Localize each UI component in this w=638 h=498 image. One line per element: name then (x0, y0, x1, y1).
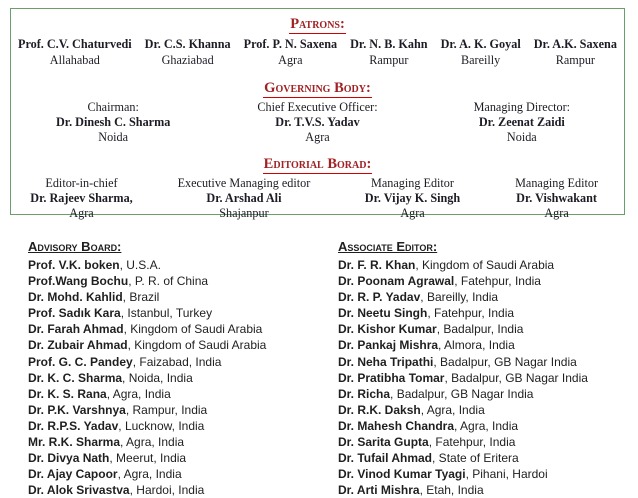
member-name: Dr. Rajeev Sharma, (30, 190, 133, 205)
editorial-board-cell (489, 176, 624, 222)
member-role: Managing Editor (515, 175, 599, 190)
member-name: Dr. Zeenat Zaidi (478, 115, 565, 130)
patron-cell (441, 37, 521, 68)
member-name: Prof. Sadık Kara (28, 306, 121, 321)
list-item (338, 434, 628, 450)
member-location: Agra (69, 206, 94, 221)
member-location: , Badalpur, India (436, 322, 524, 337)
member-location: , Noida, India (122, 370, 193, 385)
member-location: , Agra, India (106, 386, 171, 401)
list-item (338, 466, 628, 482)
member-location: , Badalpur, GB Nagar India (444, 370, 588, 385)
member-location: , Almora, India (438, 338, 515, 353)
member-name: Prof. V.K. boken (28, 258, 120, 272)
member-name: Prof. P. N. Saxena (243, 37, 338, 51)
list-item (28, 482, 338, 498)
patron-cell (244, 37, 337, 68)
member-location: , Fatehpur, India (428, 435, 516, 450)
member-name: Dr. Pankaj Mishra (338, 338, 439, 353)
list-item (28, 257, 338, 273)
member-location: , Kingdom of Saudi Arabia (123, 322, 263, 337)
list-item (338, 289, 628, 305)
list-item (338, 273, 628, 289)
list-item (28, 337, 338, 353)
member-location: Ghaziabad (161, 52, 214, 67)
member-location: Rampur (555, 52, 595, 67)
list-item (338, 321, 628, 337)
member-role: Editor-in-chief (45, 175, 118, 190)
member-location: , Brazil (122, 290, 160, 305)
list-item (28, 289, 338, 305)
list-item (338, 354, 628, 370)
member-location: , Fatehpur, India (454, 274, 541, 289)
editorial-info-box (10, 8, 625, 221)
governing-body-title (11, 81, 624, 98)
list-item (338, 305, 628, 321)
member-location: , Bareilly, India (420, 290, 499, 305)
associate-editor-title (338, 239, 628, 255)
member-location: , Badalpur, GB Nagar India (390, 386, 534, 401)
member-name: Dr. Mahesh Chandra (338, 418, 455, 433)
member-name: Dr. T.V.S. Yadav (275, 115, 360, 130)
member-name: Dr. Farah Ahmad (28, 322, 124, 337)
patron-cell (350, 37, 427, 68)
list-item (28, 434, 338, 450)
member-location: , U.S.A. (119, 258, 161, 272)
member-location: , Lucknow, India (118, 418, 205, 433)
member-location: , Hardoi, India (129, 483, 205, 498)
member-name: Dr. Neetu Singh (338, 306, 428, 321)
member-location: Agra (305, 130, 330, 145)
list-item (28, 466, 338, 482)
member-location: Agra (400, 206, 425, 221)
associate-editor-column (338, 239, 628, 498)
member-name: Dr. Kishor Kumar (338, 322, 437, 337)
member-location: , Meerut, India (109, 451, 187, 466)
patron-cell (145, 37, 231, 68)
member-name: Prof. G. C. Pandey (28, 354, 133, 369)
member-name: Dr. R. P. Yadav (338, 290, 421, 305)
list-item (338, 370, 628, 386)
member-name: Dr. K. S. Rana (28, 386, 107, 401)
member-location: Allahabad (49, 52, 100, 67)
member-location: , Badalpur, GB Nagar India (433, 354, 577, 369)
patron-cell (534, 37, 617, 68)
boards-lists (28, 239, 628, 498)
member-location: , Agra, India (420, 402, 485, 417)
member-location: , Kingdom of Saudi Arabia (127, 338, 267, 353)
member-name: Dr. Alok Srivastva (28, 483, 130, 498)
member-location: , Fatehpur, India (427, 306, 515, 321)
member-role: Executive Managing editor (177, 175, 311, 190)
member-name: Dr. F. R. Khan (338, 258, 416, 272)
advisory-board-title (28, 239, 338, 255)
member-location: , Faizabad, India (132, 354, 222, 369)
list-item (28, 305, 338, 321)
member-location: Bareilly (461, 52, 501, 67)
list-item (28, 418, 338, 434)
list-item (338, 450, 628, 466)
member-location: , Istanbul, Turkey (120, 306, 213, 321)
advisory-board-title-text: Advisory Board: (28, 239, 122, 254)
list-item (28, 450, 338, 466)
governing-body-cell (11, 100, 215, 146)
member-name: Dr. Zubair Ahmad (28, 338, 128, 353)
member-name: Dr. Sarita Gupta (338, 435, 429, 450)
patron-cell (18, 37, 132, 68)
member-name: Dr. Vijay K. Singh (364, 190, 461, 205)
patrons-title (11, 17, 624, 34)
member-name: Dr. Richa (338, 386, 391, 401)
list-item (28, 370, 338, 386)
list-item (338, 402, 628, 418)
advisory-board-list (28, 257, 338, 498)
member-location: , Agra, India (454, 418, 519, 433)
associate-editor-title-text: Associate Editor: (338, 239, 438, 254)
member-location: , Pihani, Hardoi (465, 467, 548, 482)
member-name: Dr. Vinod Kumar Tyagi (338, 467, 466, 482)
editorial-board-title-text: Editorial Borad: (263, 155, 372, 172)
member-role: Managing Editor (371, 175, 454, 190)
member-location: Agra (544, 206, 569, 221)
member-name: Dr. A.K. Saxena (533, 37, 617, 51)
member-name: Dr. R.P.S. Yadav (28, 418, 119, 433)
patrons-row (11, 37, 624, 68)
member-name: Dr. R.K. Daksh (338, 402, 421, 417)
governing-body-title-text: Governing Body: (264, 80, 371, 96)
member-name: Dr. Pratibha Tomar (338, 370, 445, 385)
member-location: , Agra, India (117, 467, 182, 482)
member-location: Noida (98, 130, 129, 145)
editorial-board-cell (152, 176, 336, 222)
member-name: Dr. A. K. Goyal (440, 37, 521, 51)
member-location: , Etah, India (419, 483, 484, 498)
member-name: Dr. C.S. Khanna (144, 37, 231, 51)
member-location: Noida (506, 130, 537, 145)
member-name: Mr. R.K. Sharma (28, 435, 121, 450)
member-role: Chief Executive Officer: (257, 100, 378, 114)
member-name: Dr. Arshad Ali (206, 190, 282, 205)
member-location: , Kingdom of Saudi Arabia (415, 258, 555, 272)
member-name: Dr. K. C. Sharma (28, 370, 123, 385)
governing-body-row (11, 100, 624, 146)
list-item (338, 257, 628, 273)
governing-body-cell (215, 100, 419, 146)
member-location: , Rampur, India (125, 402, 208, 417)
list-item (338, 337, 628, 353)
member-location: Shajanpur (219, 206, 269, 221)
associate-editor-list (338, 257, 628, 498)
list-item (28, 386, 338, 402)
list-item (28, 402, 338, 418)
patrons-title-text: Patrons: (290, 16, 345, 32)
member-role: Managing Director: (473, 100, 571, 114)
member-name: Dr. Ajay Capoor (28, 467, 118, 482)
member-name: Dr. Tufail Ahmad (338, 451, 433, 466)
member-name: Dr. Divya Nath (28, 451, 110, 466)
member-location: Rampur (369, 52, 409, 67)
list-item (28, 273, 338, 289)
list-item (28, 321, 338, 337)
member-name: Dr. Dinesh C. Sharma (56, 115, 171, 130)
member-role: Chairman: (87, 100, 139, 114)
editorial-board-title (11, 157, 624, 174)
member-name: Dr. Neha Tripathi (338, 354, 434, 369)
list-item (338, 386, 628, 402)
member-name: Prof. C.V. Chaturvedi (18, 37, 132, 51)
member-location: , Agra, India (120, 435, 185, 450)
editorial-board-cell (11, 176, 152, 222)
member-location: , State of Eritera (432, 451, 519, 466)
member-location: , P. R. of China (128, 274, 209, 289)
member-name: Dr. Mohd. Kahlid (28, 290, 123, 305)
editorial-board-cell (336, 176, 489, 222)
member-name: Dr. Vishwakant (516, 190, 597, 205)
member-name: Dr. P.K. Varshnya (28, 402, 126, 417)
list-item (28, 354, 338, 370)
list-item (338, 418, 628, 434)
member-name: Dr. N. B. Kahn (350, 37, 428, 51)
member-name: Dr. Poonam Agrawal (338, 274, 455, 289)
editorial-board-row (11, 176, 624, 222)
member-name: Prof.Wang Bochu (28, 274, 129, 289)
governing-body-cell (420, 100, 624, 146)
member-name: Dr. Arti Mishra (338, 483, 420, 498)
member-location: Agra (278, 52, 303, 67)
advisory-board-column (28, 239, 338, 498)
list-item (338, 482, 628, 498)
